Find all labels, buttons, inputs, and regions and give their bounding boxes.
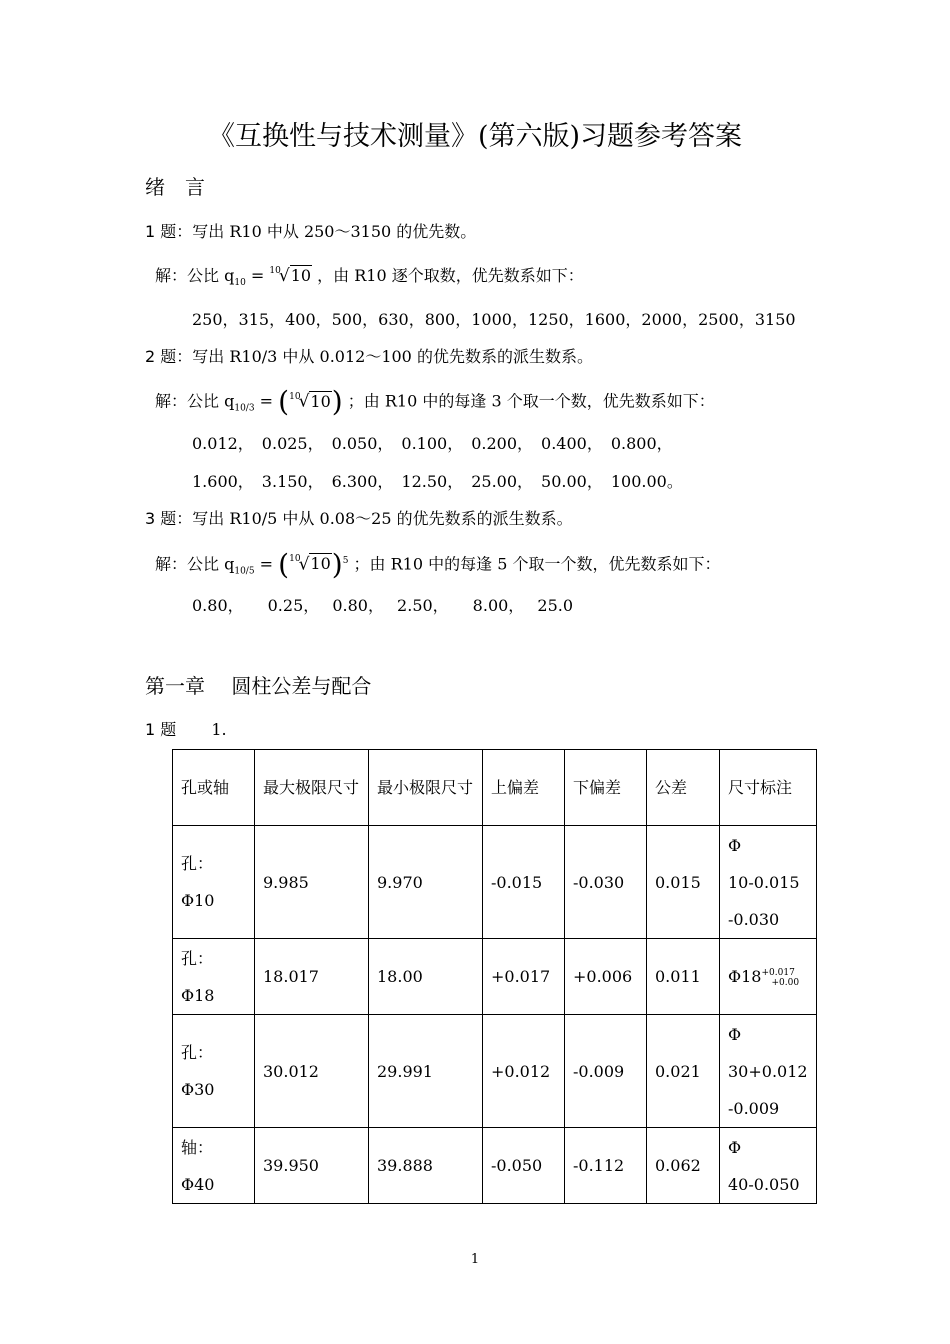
answer-3 [155, 547, 721, 583]
table-header: 最小极限尺寸 [369, 750, 483, 826]
sqrt-icon: √ [278, 266, 290, 286]
question-text: 写出 R10/5 中从 0.08～25 的优先数系的派生数系。 [192, 509, 573, 528]
question-label: 3 题： [145, 509, 193, 528]
mark-main: Φ18 [728, 967, 762, 986]
table-cell [720, 939, 817, 1015]
table-row [173, 939, 817, 1015]
table-cell: 30.012 [255, 1015, 369, 1128]
table-cell: +0.012 [483, 1015, 565, 1128]
question-1 [145, 221, 476, 243]
table-cell [720, 826, 817, 939]
table-cell: 18.00 [369, 939, 483, 1015]
answer-label: 解： [155, 391, 188, 411]
chapter-1-heading: 第一章 圆柱公差与配合 [145, 674, 372, 698]
table-cell [720, 1128, 817, 1204]
question-label: 1 题： [145, 222, 193, 241]
table-cell: -0.112 [565, 1128, 647, 1204]
power-exponent: 5 [342, 556, 349, 566]
sqrt-icon: √ [298, 554, 310, 575]
table-cell: 9.970 [369, 826, 483, 939]
formula-subscript: 10/3 [234, 403, 255, 414]
table-cell: 18.017 [255, 939, 369, 1015]
mark-line: 10-0.015 [728, 872, 800, 892]
table-row [173, 1015, 817, 1128]
left-paren-icon: ( [278, 385, 290, 418]
table-cell [720, 1015, 817, 1128]
question-text: 写出 R10 中从 250～3150 的优先数。 [192, 222, 477, 241]
table-cell: 轴：Φ40 [173, 1128, 255, 1204]
table-cell: 39.950 [255, 1128, 369, 1204]
formula-equals: = [259, 554, 274, 574]
answer-3-values: 0.80， 0.25， 0.80， 2.50， 8.00， 25.0 [192, 596, 574, 615]
question-item: 1. [211, 720, 227, 739]
left-paren-icon: ( [278, 547, 290, 581]
root-value: 10 [310, 554, 331, 574]
table-cell: -0.050 [483, 1128, 565, 1204]
table-cell: 39.888 [369, 1128, 483, 1204]
answer-text: ；由 R10 中的每逢 3 个取一个数，优先数系如下： [347, 391, 715, 411]
question-3 [145, 508, 573, 530]
table-cell: 0.021 [647, 1015, 720, 1128]
question-label: 1 题 [145, 720, 177, 739]
root-value: 10 [290, 266, 312, 285]
tolerance-table [172, 749, 817, 1204]
table-header: 下偏差 [565, 750, 647, 826]
formula-equals: = [250, 266, 265, 285]
formula-prefix: 公比 q [187, 266, 235, 285]
formula-subscript: 10 [234, 278, 246, 289]
answer-text: ；由 R10 中的每逢 5 个取一个数，优先数系如下： [353, 554, 721, 574]
sqrt-icon: √ [298, 391, 310, 412]
answer-2-values-line2: 1.600， 3.150， 6.300， 12.50， 25.00， 50.00， 100.00。 [192, 472, 683, 491]
question-label: 2 题： [145, 347, 193, 366]
table-cell: -0.009 [565, 1015, 647, 1128]
table-cell: 孔：Φ10 [173, 826, 255, 939]
table-cell: 孔：Φ30 [173, 1015, 255, 1128]
table-cell: 0.011 [647, 939, 720, 1015]
answer-1-values: 250，315，400，500，630，800，1000，1250，1600，2000，2500，3150 [192, 310, 796, 329]
answer-2-values-line1: 0.012， 0.025， 0.050， 0.100， 0.200， 0.400， 0.800， [192, 434, 673, 453]
answer-text: ，由 R10 逐个取数，优先数系如下： [317, 266, 584, 285]
table-cell: -0.030 [565, 826, 647, 939]
table-header: 孔或轴 [173, 750, 255, 826]
table-header: 上偏差 [483, 750, 565, 826]
table-cell: 29.991 [369, 1015, 483, 1128]
table-cell: 孔：Φ18 [173, 939, 255, 1015]
table-cell: 0.015 [647, 826, 720, 939]
mark-line: -0.009 [728, 1098, 780, 1118]
mark-line: Φ [728, 1137, 742, 1157]
table-cell: +0.006 [565, 939, 647, 1015]
mark-line: 40-0.050 [728, 1174, 800, 1194]
table-cell: +0.017 [483, 939, 565, 1015]
table-header: 最大极限尺寸 [255, 750, 369, 826]
mark-deviation [761, 968, 799, 988]
chapter-1-question [145, 719, 227, 741]
answer-label: 解： [155, 266, 188, 285]
answer-2 [155, 385, 715, 420]
formula-prefix: 公比 q [187, 391, 235, 411]
page-number: 1 [470, 1252, 480, 1267]
root-index: 10 [269, 266, 281, 276]
table-row [173, 826, 817, 939]
mark-sub: +0.00 [771, 977, 800, 988]
formula-prefix: 公比 q [187, 554, 235, 574]
right-paren-icon: ) [331, 547, 343, 581]
question-text: 写出 R10/3 中从 0.012～100 的优先数系的派生数系。 [192, 347, 593, 366]
preface-heading: 绪 言 [145, 175, 205, 199]
table-header: 公差 [647, 750, 720, 826]
question-2 [145, 346, 593, 368]
formula-equals: = [259, 391, 274, 411]
mark-line: 30+0.012 [728, 1061, 808, 1081]
table-cell: -0.015 [483, 826, 565, 939]
answer-label: 解： [155, 554, 188, 574]
root-index: 10 [289, 554, 301, 565]
right-paren-icon: ) [331, 385, 343, 418]
mark-sup: +0.017 [761, 967, 795, 978]
mark-line: -0.030 [728, 909, 780, 929]
mark-line: Φ [728, 1024, 742, 1044]
table-cell: 0.062 [647, 1128, 720, 1204]
document-title: 《互换性与技术测量》(第六版)习题参考答案 [207, 121, 743, 152]
table-cell: 9.985 [255, 826, 369, 939]
formula-subscript: 10/5 [234, 566, 255, 577]
table-header: 尺寸标注 [720, 750, 817, 826]
table-header-row [173, 750, 817, 826]
root-index: 10 [289, 391, 301, 402]
mark-line: Φ [728, 835, 742, 855]
root-value: 10 [310, 391, 331, 411]
table-row [173, 1128, 817, 1204]
answer-1 [155, 265, 584, 294]
